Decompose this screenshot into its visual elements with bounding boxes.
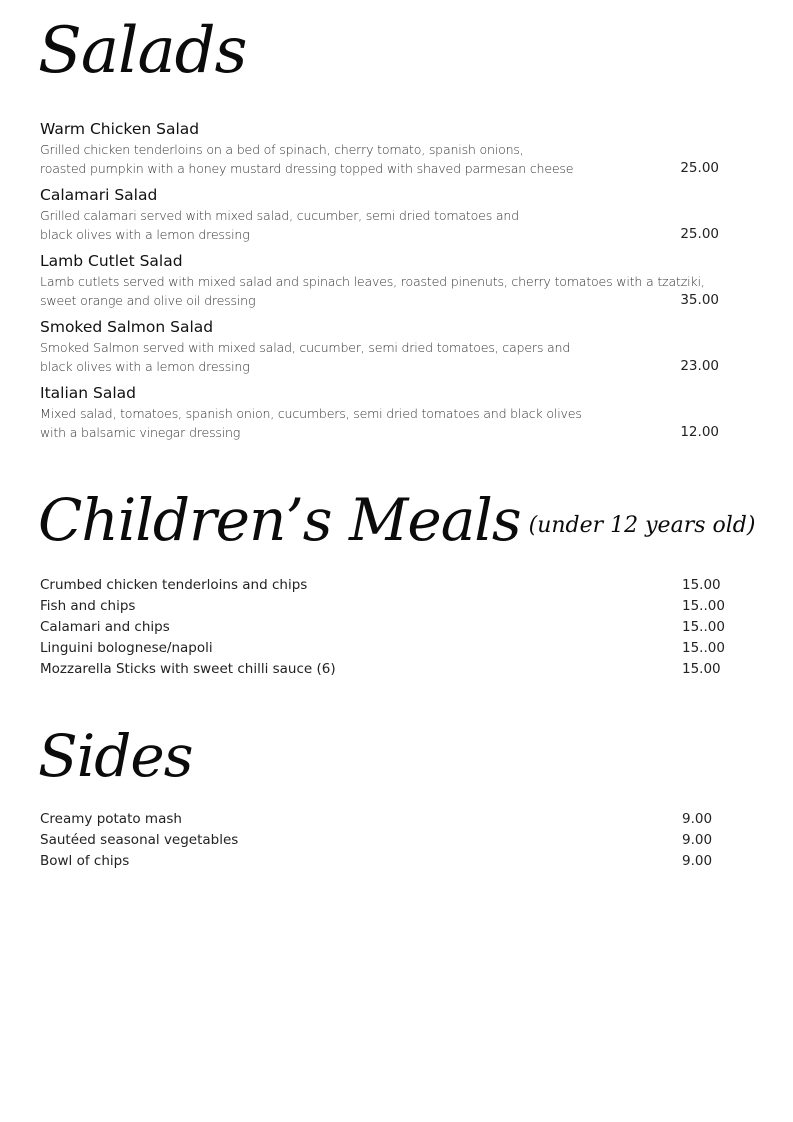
dish-price: 15..00	[682, 598, 725, 614]
dish-price: 23.00	[680, 358, 719, 374]
sides-heading: Sides	[38, 722, 193, 790]
menu-item	[40, 809, 725, 830]
dish-price: 15.00	[682, 661, 721, 677]
dish-description-line-2: roasted pumpkin with a honey mustard dressing topped with shaved parmesan cheese	[40, 161, 574, 176]
dish-name: Calamari and chips	[40, 619, 170, 635]
dish-name: Sautéed seasonal vegetables	[40, 832, 239, 848]
dish-name: Warm Chicken Salad	[40, 120, 200, 138]
menu-item	[40, 830, 725, 851]
menu-item-smoked-salmon-salad	[40, 316, 725, 382]
salads-list	[40, 118, 725, 448]
menu-item	[40, 575, 725, 596]
dish-description-line-1: Smoked Salmon served with mixed salad, cucumber, semi dried tomatoes, capers and	[40, 340, 571, 355]
menu-item-lamb-cutlet-salad	[40, 250, 725, 316]
menu-item-italian-salad	[40, 382, 725, 448]
dish-description-line-1: Grilled chicken tenderloins on a bed of spinach, cherry tomato, spanish onions,	[40, 142, 524, 157]
menu-item	[40, 659, 725, 680]
dish-price: 15..00	[682, 640, 725, 656]
age-restriction-note: (under 12 years old)	[528, 513, 756, 538]
dish-price: 25.00	[680, 226, 719, 242]
menu-item	[40, 851, 725, 872]
dish-name: Mozzarella Sticks with sweet chilli sauce (6)	[40, 661, 336, 677]
dish-name: Crumbed chicken tenderloins and chips	[40, 577, 308, 593]
dish-price: 9.00	[682, 853, 713, 869]
dish-description-line-2: with a balsamic vinegar dressing	[40, 425, 241, 440]
childrens-meals-heading	[38, 486, 755, 554]
dish-name: Creamy potato mash	[40, 811, 182, 827]
dish-description-line-1: Mixed salad, tomatoes, spanish onion, cucumbers, semi dried tomatoes and black olives	[40, 406, 582, 421]
menu-item-warm-chicken-salad	[40, 118, 725, 184]
dish-name: Bowl of chips	[40, 853, 130, 869]
dish-price: 9.00	[682, 811, 713, 827]
dish-price: 15.00	[682, 577, 721, 593]
dish-price: 15..00	[682, 619, 725, 635]
dish-description-line-2: black olives with a lemon dressing	[40, 227, 250, 242]
dish-name: Lamb Cutlet Salad	[40, 252, 183, 270]
menu-item	[40, 596, 725, 617]
menu-item	[40, 638, 725, 659]
childrens-meals-title: Children’s Meals	[38, 486, 521, 554]
dish-price: 25.00	[680, 160, 719, 176]
dish-description-line-2: sweet orange and olive oil dressing	[40, 293, 256, 308]
dish-description-line-1: Grilled calamari served with mixed salad, cucumber, semi dried tomatoes and	[40, 208, 519, 223]
dish-name: Smoked Salmon Salad	[40, 318, 214, 336]
dish-description-line-1: Lamb cutlets served with mixed salad and spinach leaves, roasted pinenuts, cherry tomatoes with a tzatziki,	[40, 274, 705, 289]
sides-list	[40, 809, 725, 872]
dish-name: Calamari Salad	[40, 186, 158, 204]
dish-name: Fish and chips	[40, 598, 136, 614]
menu-item	[40, 617, 725, 638]
dish-price: 12.00	[680, 424, 719, 440]
dish-price: 9.00	[682, 832, 713, 848]
dish-name: Italian Salad	[40, 384, 136, 402]
childrens-meals-list	[40, 575, 725, 680]
dish-description-line-2: black olives with a lemon dressing	[40, 359, 250, 374]
dish-price: 35.00	[680, 292, 719, 308]
menu-item-calamari-salad	[40, 184, 725, 250]
dish-name: Linguini bolognese/napoli	[40, 640, 213, 656]
salads-heading: Salads	[38, 14, 247, 88]
